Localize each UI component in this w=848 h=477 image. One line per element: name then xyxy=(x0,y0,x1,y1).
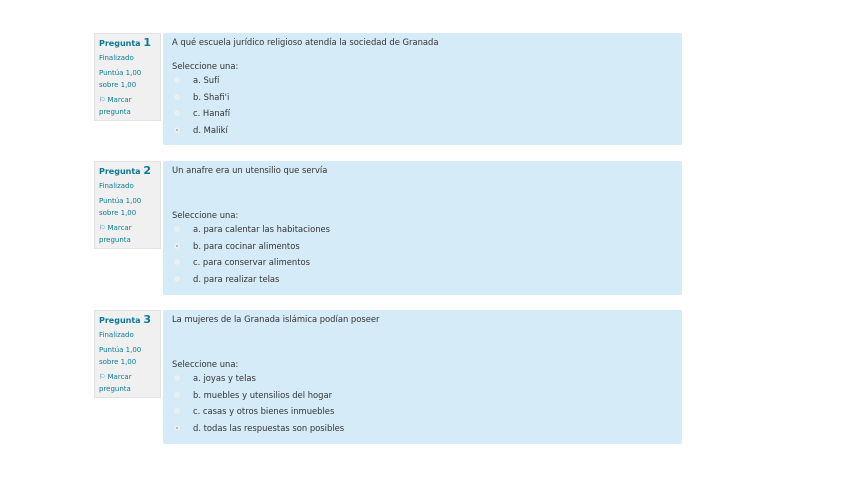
answer-option[interactable] xyxy=(173,388,332,402)
question-info xyxy=(94,33,161,121)
radio-button[interactable] xyxy=(173,225,181,233)
flag-label: Marcar xyxy=(107,96,132,104)
question-label: Pregunta xyxy=(99,316,141,325)
option-label: d. todas las respuestas son posibles xyxy=(193,422,345,433)
radio-button[interactable] xyxy=(173,407,181,415)
radio-button[interactable] xyxy=(173,242,181,250)
answer-option[interactable] xyxy=(173,371,256,385)
radio-button[interactable] xyxy=(173,109,181,117)
question-number: 2 xyxy=(143,164,152,177)
radio-button[interactable] xyxy=(173,391,181,399)
question-content xyxy=(163,33,682,145)
question-text: La mujeres de la Granada islámica podían poseer xyxy=(172,314,380,324)
question-text: Un anafre era un utensilio que servía xyxy=(172,165,328,175)
select-prompt: Seleccione una: xyxy=(172,359,239,369)
flag-icon: ⚐ xyxy=(99,373,106,381)
answer-option[interactable] xyxy=(173,73,219,87)
question-label: Pregunta xyxy=(99,39,141,48)
flag-label-2: pregunta xyxy=(99,385,131,393)
answer-option[interactable] xyxy=(173,123,228,137)
grade-max: sobre 1,00 xyxy=(99,209,137,217)
question-state: Finalizado xyxy=(99,182,134,190)
option-label: d. para realizar telas xyxy=(193,273,280,284)
flag-question-link[interactable] xyxy=(99,222,156,246)
radio-button[interactable] xyxy=(173,258,181,266)
flag-label-2: pregunta xyxy=(99,236,131,244)
flag-icon: ⚐ xyxy=(99,96,106,104)
option-label: c. Hanafí xyxy=(193,108,231,118)
question-2 xyxy=(94,161,682,295)
flag-question-link[interactable] xyxy=(99,371,156,395)
question-content xyxy=(163,161,682,295)
option-label: c. para conservar alimentos xyxy=(193,257,310,267)
answer-option[interactable] xyxy=(173,421,344,435)
question-label: Pregunta xyxy=(99,167,141,176)
flag-label: Marcar xyxy=(107,373,132,381)
answer-option[interactable] xyxy=(173,90,229,104)
flag-label-2: pregunta xyxy=(99,108,131,116)
radio-button[interactable] xyxy=(173,93,181,101)
option-label: a. para calentar las habitaciones xyxy=(193,224,331,234)
answer-option[interactable] xyxy=(173,222,330,236)
option-label: a. joyas y telas xyxy=(193,373,256,383)
answer-option[interactable] xyxy=(173,255,310,269)
question-number: 3 xyxy=(143,313,152,326)
flag-question-link[interactable] xyxy=(99,94,156,118)
question-number: 1 xyxy=(143,36,152,49)
question-info xyxy=(94,310,161,398)
option-label: a. Sufí xyxy=(193,75,220,85)
radio-button[interactable] xyxy=(173,76,181,84)
option-label: b. muebles y utensilios del hogar xyxy=(193,389,333,400)
grade-line: Puntúa 1,00 xyxy=(99,69,142,77)
grade-line: Puntúa 1,00 xyxy=(99,197,142,205)
radio-button[interactable] xyxy=(173,275,181,283)
radio-button[interactable] xyxy=(173,126,181,134)
select-prompt: Seleccione una: xyxy=(172,61,239,71)
flag-label: Marcar xyxy=(107,224,132,232)
question-state: Finalizado xyxy=(99,331,134,339)
answer-option[interactable] xyxy=(173,106,230,120)
grade-line: Puntúa 1,00 xyxy=(99,346,142,354)
question-state: Finalizado xyxy=(99,54,134,62)
option-label: b. Shafi'i xyxy=(193,91,230,102)
radio-button[interactable] xyxy=(173,374,181,382)
answer-option[interactable] xyxy=(173,272,279,286)
flag-icon: ⚐ xyxy=(99,224,106,232)
option-label: b. para cocinar alimentos xyxy=(193,240,300,251)
answer-option[interactable] xyxy=(173,239,300,253)
grade-max: sobre 1,00 xyxy=(99,81,137,89)
radio-button[interactable] xyxy=(173,424,181,432)
grade-max: sobre 1,00 xyxy=(99,358,137,366)
option-label: d. Malikí xyxy=(193,124,228,135)
question-content xyxy=(163,310,682,444)
option-label: c. casas y otros bienes inmuebles xyxy=(193,406,335,416)
answer-option[interactable] xyxy=(173,404,334,418)
question-text: A qué escuela jurídico religioso atendía la sociedad de Granada xyxy=(172,37,439,47)
question-3 xyxy=(94,310,682,444)
select-prompt: Seleccione una: xyxy=(172,210,239,220)
question-info xyxy=(94,161,161,249)
question-1 xyxy=(94,33,682,145)
